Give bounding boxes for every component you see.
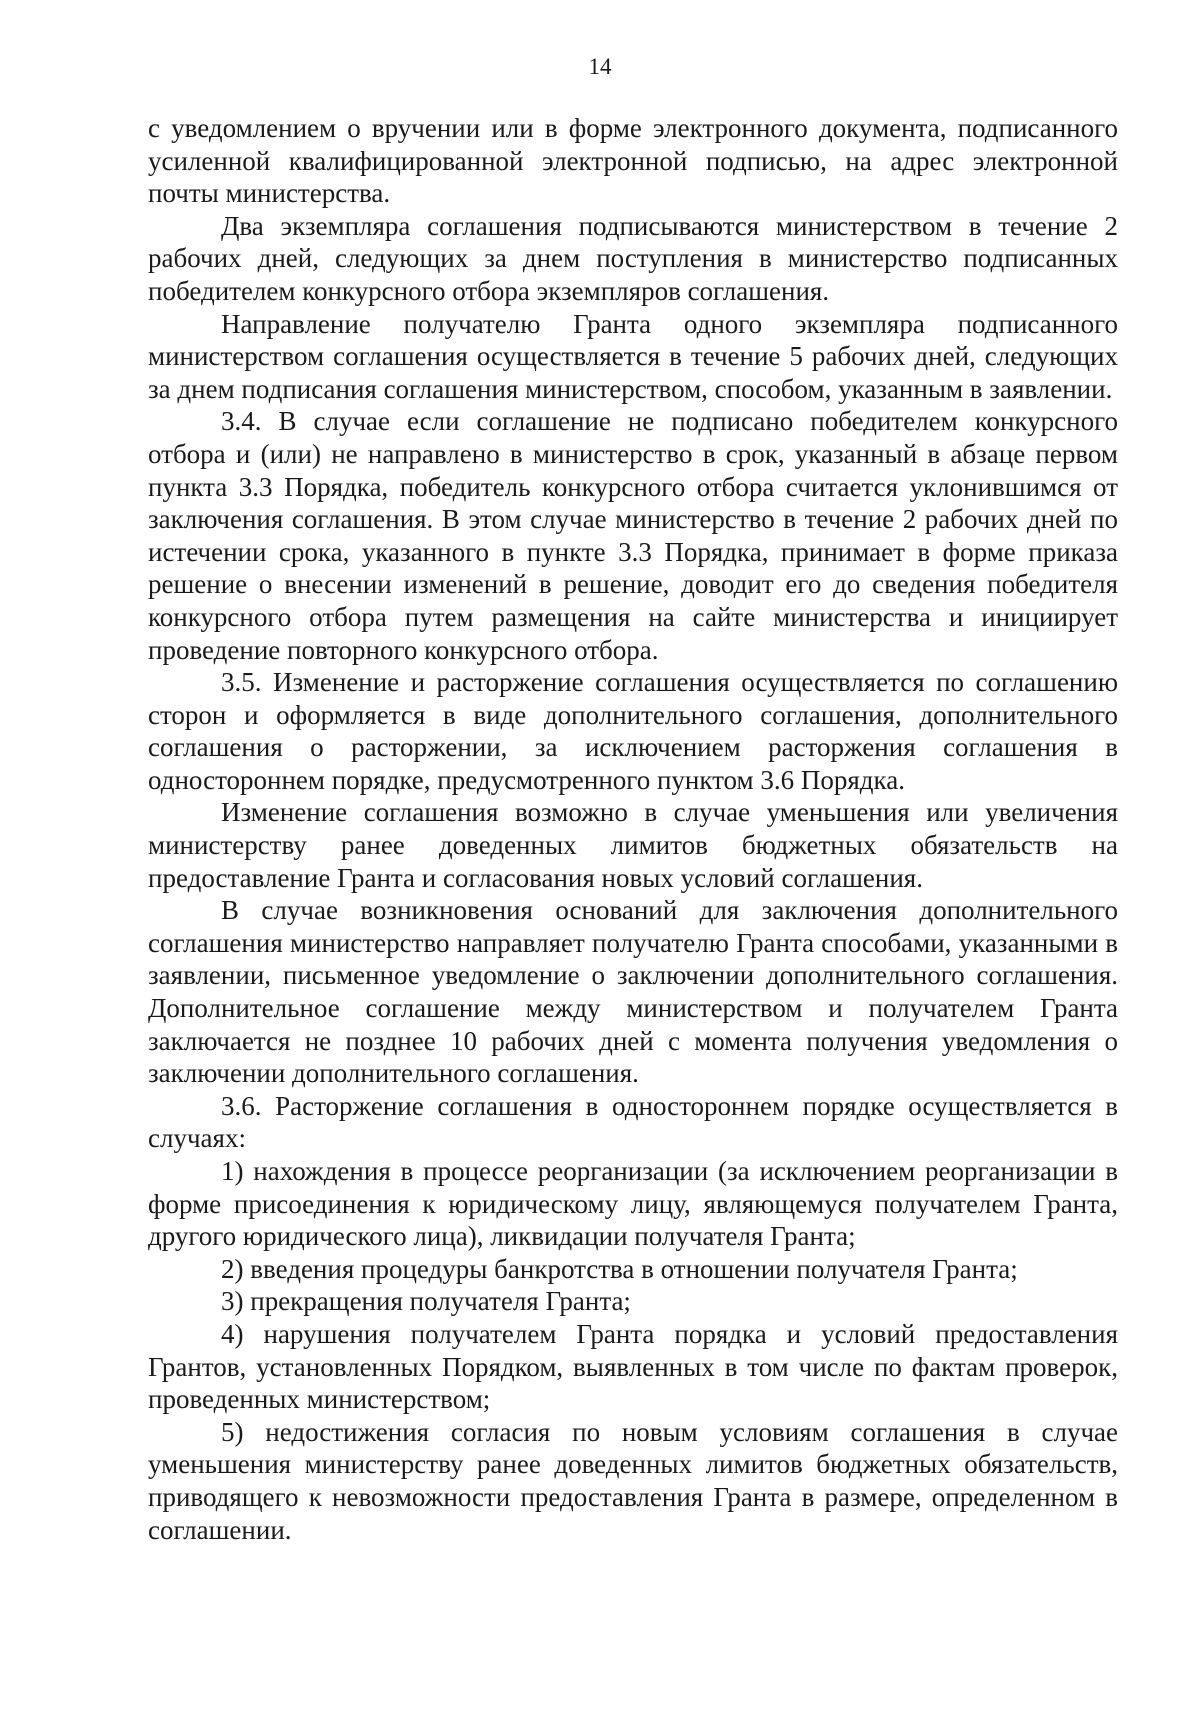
paragraph-continuation: с уведомлением о вручении или в форме электронного документа, подписанного усиленной квалифицированной электронной подписью, на адрес электронной почты министерства. bbox=[148, 113, 1118, 209]
list-item: 5) недостижения согласия по новым условиям соглашения в случае уменьшения министерству ранее доведенных лимитов бюджетных обязательств, приводящего к невозможности предоставления Гранта в размере, определенном в соглашении. bbox=[148, 1416, 1118, 1545]
list-item: 1) нахождения в процессе реорганизации (за исключением реорганизации в форме присоединения к юридическому лицу, являющемуся получателем Гранта, другого юридического лица), ликвидации получателя Гранта; bbox=[148, 1156, 1118, 1252]
clause-3-6: 3.6. Расторжение соглашения в одностороннем порядке осуществляется в случаях: bbox=[148, 1090, 1118, 1154]
paragraph: Изменение соглашения возможно в случае уменьшения или увеличения министерству ранее доведенных лимитов бюджетных обязательств на предоставление Гранта и согласования новых условий соглашения. bbox=[148, 797, 1118, 893]
page-number: 14 bbox=[588, 54, 612, 79]
clause-3-5: 3.5. Изменение и расторжение соглашения осуществляется по соглашению сторон и оформляется в виде дополнительного соглашения, дополнительного соглашения о расторжении, за исключением расторжения соглашения в одностороннем порядке, предусмотренного пунктом 3.6 Порядка. bbox=[148, 667, 1118, 795]
list-item: 2) введения процедуры банкротства в отношении получателя Гранта; bbox=[221, 1253, 1018, 1284]
paragraph: В случае возникновения оснований для заключения дополнительного соглашения министерство направляет получателю Гранта способами, указанными в заявлении, письменное уведомление о заключении дополнительного соглашения. Дополнительное соглашение между министерством и получателем Гранта заключается не позднее 10 рабочих дней с момента получения уведомления о заключении дополнительного соглашения. bbox=[148, 895, 1118, 1089]
list-item: 4) нарушения получателем Гранта порядка и условий предоставления Грантов, установленных Порядком, выявленных в том числе по фактам проверок, проведенных министерством; bbox=[148, 1318, 1118, 1415]
paragraph: Направление получателю Гранта одного экземпляра подписанного министерством соглашения осуществляется в течение 5 рабочих дней, следующих за днем подписания соглашения министерством, способом, указанным в заявлении. bbox=[148, 308, 1118, 404]
document-body bbox=[148, 112, 1118, 1546]
clause-3-4: 3.4. В случае если соглашение не подписано победителем конкурсного отбора и (или) не направлено в министерство в срок, указанный в абзаце первом пункта 3.3 Порядка, победитель конкурсного отбора считается уклонившимся от заключения соглашения. В этом случае министерство в течение 2 рабочих дней по истечении срока, указанного в пункте 3.3 Порядка, принимает в форме приказа решение о внесении изменений в решение, доводит его до сведения победителя конкурсного отбора путем размещения на сайте министерства и инициирует проведение повторного конкурсного отбора. bbox=[148, 406, 1118, 665]
list-item: 3) прекращения получателя Гранта; bbox=[221, 1286, 631, 1317]
paragraph: Два экземпляра соглашения подписываются министерством в течение 2 рабочих дней, следующих за днем поступления в министерство подписанных победителем конкурсного отбора экземпляров соглашения. bbox=[148, 210, 1118, 306]
